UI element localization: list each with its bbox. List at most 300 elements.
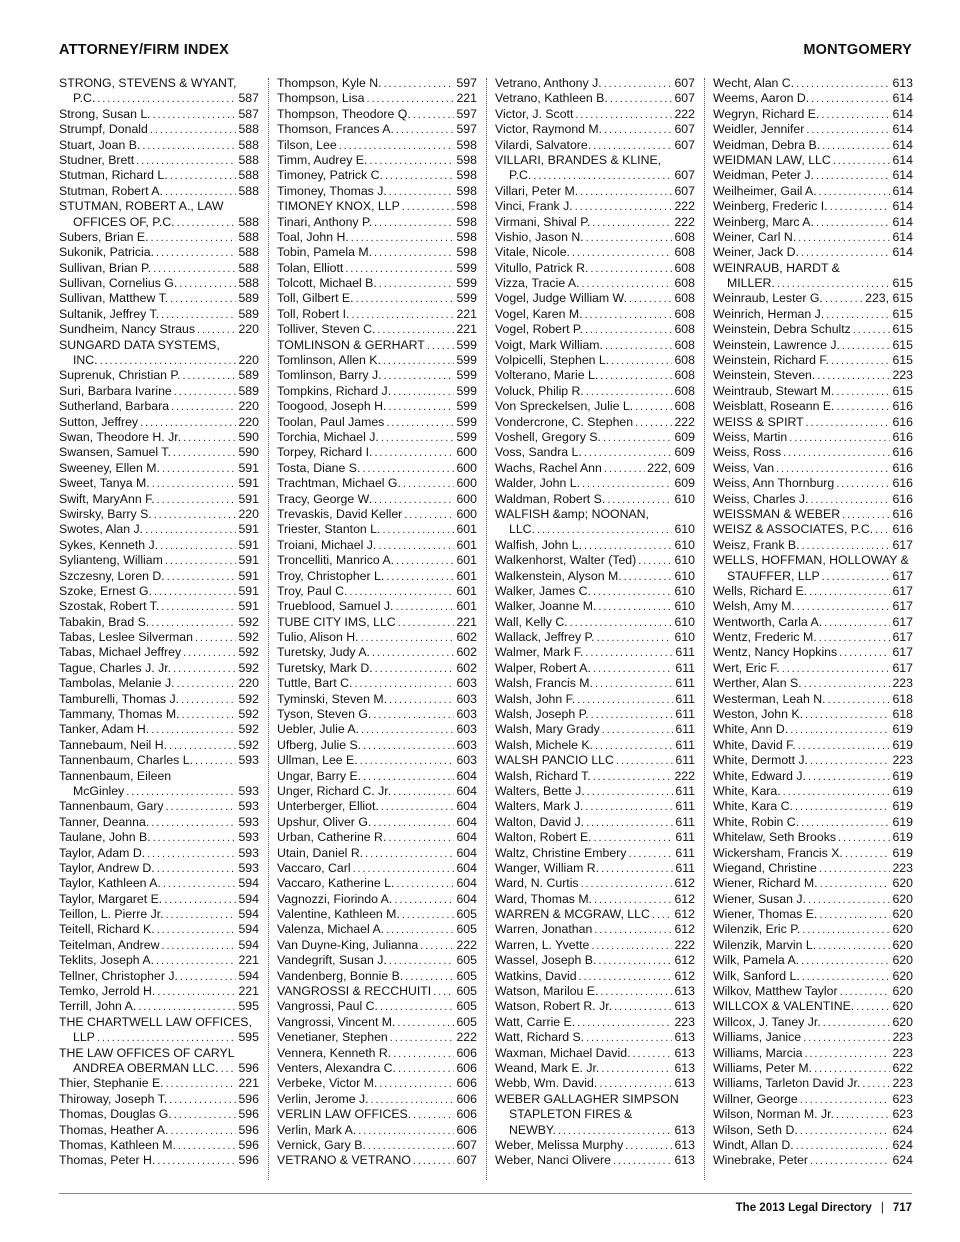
entry-name: WEINRAUB, HARDT &: [713, 260, 840, 275]
index-entry: [59, 722, 259, 737]
dot-leader: [783, 785, 891, 799]
entry-name: Wassel, Joseph B.: [495, 953, 597, 968]
index-entry: [277, 1138, 477, 1153]
dot-leader: [153, 108, 237, 122]
index-entry: [713, 338, 913, 353]
index-entry: [495, 1138, 695, 1153]
index-entry: [59, 522, 259, 537]
entry-name: Walfish, John L.: [495, 537, 583, 552]
entry-page: 220: [238, 322, 259, 337]
entry-page: 620: [892, 968, 913, 983]
entry-page: 604: [456, 768, 477, 783]
dot-leader: [151, 723, 236, 737]
dot-leader: [586, 385, 673, 399]
entry-name: Von Spreckelsen, Julie L.: [495, 399, 634, 414]
entry-page: 221: [456, 322, 477, 337]
entry-name: Wanger, William R.: [495, 860, 600, 875]
index-entry: [713, 722, 913, 737]
entry-page: 613: [674, 1061, 695, 1075]
index-entry: [59, 892, 259, 907]
index-entry: [713, 969, 913, 984]
entry-page: 609: [674, 445, 695, 460]
index-entry: [277, 522, 477, 537]
dot-leader: [577, 693, 673, 707]
entry-name: Weber, Nanci Olivere: [495, 1153, 611, 1168]
entry-page: 604: [456, 860, 477, 875]
index-entry: [277, 91, 477, 106]
dot-leader: [824, 616, 890, 630]
index-entry: [59, 399, 259, 414]
index-entry: [59, 153, 259, 168]
entry-name: Turetsky, Mark D.: [277, 660, 373, 675]
entry-name: Weiner, Jack D.: [713, 245, 799, 260]
entry-name: Vandenberg, Bonnie B.: [277, 968, 404, 983]
entry-name: Taulane, John B.: [59, 830, 151, 845]
entry-name: Stuart, Joan B.: [59, 137, 141, 152]
entry-name: Wentz, Nancy Hopkins: [713, 645, 838, 660]
dot-leader: [875, 523, 890, 537]
index-entry: [277, 692, 477, 707]
dot-leader: [171, 400, 236, 414]
index-entry: [277, 599, 477, 614]
index-entry: [59, 168, 259, 183]
entry-name: VANGROSSI & RECCHUITI: [277, 984, 432, 999]
index-entry: [495, 415, 695, 430]
dot-leader: [177, 216, 237, 230]
entry-page: 611: [675, 707, 695, 722]
entry-page: 593: [238, 753, 259, 768]
dot-leader: [819, 185, 891, 199]
entry-page: 615: [892, 322, 913, 337]
index-entry: [59, 984, 259, 999]
dot-leader: [151, 231, 237, 245]
dot-leader: [147, 847, 236, 861]
dot-leader: [604, 462, 645, 476]
dot-leader: [388, 831, 454, 845]
index-entry: [59, 645, 259, 660]
entry-name: Ufberg, Julie S.: [277, 737, 362, 752]
entry-name: Walsh, Mary Grady: [495, 722, 600, 737]
entry-name: STAUFFER, LLP: [727, 568, 820, 583]
entry-page: 607: [456, 1153, 477, 1168]
entry-page: 595: [238, 999, 259, 1014]
entry-name: Wilenzik, Marvin L.: [713, 937, 817, 952]
dot-leader: [598, 600, 672, 614]
index-entry: [277, 1153, 477, 1168]
index-entry: [495, 799, 695, 814]
entry-name: OFFICES OF, P.C.: [73, 214, 175, 229]
entry-page: 607: [674, 168, 695, 183]
dot-leader: [384, 369, 455, 383]
dot-leader: [838, 831, 890, 845]
entry-name: Tyminski, Steven M.: [277, 691, 388, 706]
index-entry: [713, 199, 913, 214]
index-entry: [277, 999, 477, 1014]
entry-page: 222: [674, 768, 695, 783]
index-entry: [59, 846, 259, 861]
index-entry: [495, 507, 695, 522]
entry-name: Walmer, Mark F.: [495, 645, 584, 660]
index-entry: [277, 261, 477, 276]
entry-name: WEISS & SPIRT: [713, 414, 804, 429]
index-entry: [495, 76, 695, 91]
dot-leader: [796, 77, 890, 91]
entry-page: 617: [892, 660, 913, 675]
dot-leader: [616, 754, 673, 768]
entry-name: Weston, John K.: [713, 707, 803, 722]
entry-page: 620: [892, 999, 913, 1014]
dot-leader: [823, 1016, 891, 1030]
entry-page: 617: [892, 614, 913, 629]
entry-page: 602: [456, 660, 477, 675]
entry-name: Tabas, Michael Jeffrey: [59, 645, 182, 660]
dot-leader: [375, 662, 455, 676]
index-entry: [495, 307, 695, 322]
index-entry: [713, 769, 913, 784]
entry-name: Swan, Theodore H. Jr.: [59, 429, 182, 444]
entry-page: 610: [674, 583, 695, 598]
index-entry: [713, 445, 913, 460]
entry-page: 616: [892, 414, 913, 429]
entry-page: 612: [674, 968, 695, 983]
entry-name: INC.: [73, 353, 98, 368]
index-entry: [277, 769, 477, 784]
entry-page: 598: [456, 168, 477, 183]
entry-name: Williams, Janice: [713, 1030, 802, 1045]
dot-leader: [166, 800, 237, 814]
dot-leader: [782, 662, 891, 676]
dot-leader: [797, 600, 891, 614]
entry-name: Williams, Peter M.: [713, 1061, 813, 1075]
index-entry: [277, 184, 477, 199]
entry-page: 613: [674, 1045, 695, 1060]
dot-leader: [602, 723, 674, 737]
index-entry: [495, 368, 695, 383]
index-entry: [713, 738, 913, 753]
index-entry: [495, 830, 695, 845]
dot-leader: [601, 862, 673, 876]
entry-page: 620: [892, 984, 913, 999]
index-entry: [713, 984, 913, 999]
index-entry: [277, 922, 477, 937]
dot-leader: [537, 523, 672, 537]
dot-leader: [382, 523, 454, 537]
index-entry: [277, 738, 477, 753]
dot-leader: [629, 292, 673, 306]
dot-leader: [372, 646, 455, 660]
index-entry: [495, 1076, 695, 1091]
index-column-1: [59, 76, 259, 1169]
dot-leader: [398, 1062, 455, 1076]
dot-leader: [801, 246, 891, 260]
entry-name: Torchia, Michael J.: [277, 429, 379, 444]
entry-page: 223, 615: [865, 291, 913, 306]
entry-name: Ward, N. Curtis: [495, 876, 579, 891]
entry-page: 588: [238, 214, 259, 229]
entry-page: 588: [238, 260, 259, 275]
dot-leader: [379, 1077, 454, 1091]
entry-page: 593: [238, 814, 259, 829]
entry-name: Victor, Raymond M.: [495, 122, 603, 137]
entry-name: SUNGARD DATA SYSTEMS,: [59, 337, 220, 352]
dot-leader: [351, 308, 454, 322]
entry-page: 623: [892, 1091, 913, 1106]
entry-page: 606: [456, 1107, 477, 1122]
entry-name: Waxman, Michael David.: [495, 1045, 631, 1060]
entry-page: 221: [238, 1076, 259, 1091]
entry-page: 220: [238, 676, 259, 691]
entry-page: 618: [892, 707, 913, 722]
dot-leader: [816, 216, 891, 230]
entry-name: Ward, Thomas M.: [495, 891, 593, 906]
index-entry: [277, 876, 477, 891]
entry-page: 221: [456, 306, 477, 321]
index-entry: [495, 984, 695, 999]
dot-leader: [145, 523, 236, 537]
entry-name: Strong, Susan L.: [59, 106, 151, 121]
entry-name: Triester, Stanton L.: [277, 522, 381, 537]
index-entry: [495, 445, 695, 460]
index-entry: [59, 692, 259, 707]
entry-page: 614: [892, 245, 913, 260]
dot-leader: [819, 908, 890, 922]
index-entry: [713, 999, 913, 1014]
entry-name: Tamburelli, Thomas J.: [59, 691, 180, 706]
index-entry: [713, 784, 913, 799]
entry-name: Tompkins, Richard J.: [277, 383, 392, 398]
dot-leader: [363, 770, 454, 784]
index-entry: [495, 276, 695, 291]
index-entry: [277, 215, 477, 230]
entry-name: Vizza, Tracie A.: [495, 276, 580, 291]
entry-page: 611: [675, 814, 695, 829]
entry-name: Wiener, Thomas E.: [713, 907, 818, 922]
index-entry: [713, 184, 913, 199]
dot-leader: [842, 339, 891, 353]
entry-name: Teklits, Joseph A.: [59, 953, 155, 968]
entry-name: STUTMAN, ROBERT A., LAW: [59, 199, 224, 214]
entry-name: WEISZ & ASSOCIATES, P.C.: [713, 522, 874, 537]
entry-name: Wilson, Norman M. Jr.: [713, 1107, 834, 1122]
entry-name: WALFISH &amp; NOONAN,: [495, 506, 649, 521]
entry-name: Sutherland, Barbara: [59, 399, 170, 414]
dot-leader: [600, 369, 672, 383]
dot-leader: [374, 446, 454, 460]
entry-name: WELLS, HOFFMAN, HOLLOWAY &: [713, 553, 909, 568]
index-entry: [59, 1061, 259, 1076]
index-entry: [59, 769, 259, 784]
entry-name: Wells, Richard E.: [713, 583, 808, 598]
entry-name: Teitelman, Andrew: [59, 937, 160, 952]
entry-name: Szostak, Robert T.: [59, 599, 160, 614]
index-entry: [713, 753, 913, 768]
dot-leader: [582, 277, 673, 291]
entry-page: 619: [892, 722, 913, 737]
entry-page: 612: [674, 953, 695, 968]
entry-name: Tannenbaum, Gary: [59, 799, 164, 814]
dot-leader: [161, 939, 236, 953]
entry-page: 606: [456, 1091, 477, 1106]
entry-page: 598: [456, 152, 477, 167]
entry-name: LLC.: [509, 522, 535, 537]
index-entry: [713, 492, 913, 507]
index-entry: [59, 707, 259, 722]
dot-leader: [157, 923, 237, 937]
entry-name: Sweet, Tanya M.: [59, 476, 150, 491]
entry-page: 617: [892, 645, 913, 660]
entry-name: Stutman, Richard L.: [59, 168, 168, 183]
entry-page: 599: [456, 383, 477, 398]
entry-page: 614: [892, 122, 913, 137]
entry-name: Teillon, L. Pierre Jr.: [59, 907, 164, 922]
entry-page: 618: [892, 691, 913, 706]
entry-name: VILLARI, BRANDES & KLINE,: [495, 152, 662, 167]
dot-leader: [586, 231, 673, 245]
entry-name: Vogel, Karen M.: [495, 306, 583, 321]
dot-leader: [368, 1139, 455, 1153]
entry-page: 620: [892, 1014, 913, 1029]
dot-leader: [389, 693, 454, 707]
dot-leader: [790, 723, 890, 737]
entry-name: Volterano, Marie L.: [495, 368, 599, 383]
dot-leader: [161, 600, 236, 614]
index-entry: [277, 445, 477, 460]
index-entry: [277, 538, 477, 553]
dot-leader: [390, 1031, 455, 1045]
index-entry: [713, 476, 913, 491]
entry-name: White, David F.: [713, 737, 796, 752]
dot-leader: [197, 323, 236, 337]
entry-name: THE LAW OFFICES OF CARYL: [59, 1045, 235, 1060]
entry-page: 604: [456, 891, 477, 906]
entry-name: Weintraub, Stewart M.: [713, 383, 835, 398]
dot-leader: [604, 123, 672, 137]
index-entry: [495, 1092, 695, 1107]
index-entry: [495, 676, 695, 691]
index-entry: [277, 353, 477, 368]
entry-name: Timoney, Thomas J.: [277, 183, 387, 198]
dot-leader: [351, 231, 455, 245]
entry-page: 619: [892, 814, 913, 829]
entry-page: 615: [892, 353, 913, 368]
entry-page: 587: [238, 91, 259, 106]
dot-leader: [195, 631, 237, 645]
index-entry: [495, 630, 695, 645]
index-entry: [59, 1030, 259, 1045]
index-entry: [59, 507, 259, 522]
entry-page: 615: [892, 306, 913, 321]
dot-leader: [585, 308, 673, 322]
dot-leader: [386, 416, 454, 430]
entry-page: 604: [456, 814, 477, 829]
entry-page: 610: [674, 522, 695, 537]
index-entry: [713, 569, 913, 584]
entry-name: TOMLINSON & GERHART: [277, 337, 425, 352]
index-entry: [495, 1107, 695, 1122]
dot-leader: [795, 800, 891, 814]
entry-page: 612: [674, 876, 695, 891]
entry-name: Tannenbaum, Charles L.: [59, 753, 193, 768]
dot-leader: [170, 292, 236, 306]
dot-leader: [349, 585, 454, 599]
entry-name: Sullivan, Brian P.: [59, 260, 152, 275]
entry-page: 604: [456, 830, 477, 845]
entry-page: 608: [674, 399, 695, 414]
dot-leader: [169, 1093, 236, 1107]
entry-page: 614: [892, 199, 913, 214]
entry-name: Whitelaw, Seth Brooks: [713, 830, 837, 845]
entry-name: Tanner, Deanna.: [59, 814, 150, 829]
index-entry: [713, 1015, 913, 1030]
entry-page: 594: [238, 876, 259, 891]
entry-page: 615: [892, 337, 913, 352]
index-entry: [713, 122, 913, 137]
entry-page: 222: [456, 937, 477, 952]
dot-leader: [593, 585, 673, 599]
dot-leader: [628, 847, 673, 861]
index-entry: [495, 261, 695, 276]
dot-leader: [393, 385, 454, 399]
dot-leader: [126, 785, 236, 799]
dot-leader: [404, 508, 454, 522]
index-entry: [277, 276, 477, 291]
index-entry: [277, 291, 477, 306]
entry-page: 588: [238, 183, 259, 198]
index-entry: [59, 384, 259, 399]
entry-page: 617: [892, 630, 913, 645]
dot-leader: [817, 369, 890, 383]
dot-leader: [853, 323, 891, 337]
dot-leader: [162, 462, 237, 476]
entry-name: Weber, Melissa Murphy: [495, 1137, 624, 1152]
index-entry: [59, 1123, 259, 1138]
dot-leader: [601, 1062, 672, 1076]
entry-name: Wallack, Jeffrey P.: [495, 630, 595, 645]
index-entry: [495, 707, 695, 722]
entry-page: 591: [238, 476, 259, 491]
index-entry: [495, 168, 695, 183]
entry-page: 589: [238, 306, 259, 321]
entry-name: LLP: [73, 1030, 95, 1045]
entry-name: Weiss, Charles J.: [713, 491, 809, 506]
entry-name: Van Duyne-King, Julianna: [277, 937, 419, 952]
index-entry: [59, 430, 259, 445]
entry-name: Welsh, Amy M.: [713, 599, 795, 614]
entry-page: 606: [456, 1076, 477, 1091]
entry-page: 617: [892, 599, 913, 614]
entry-page: 610: [674, 614, 695, 629]
dot-leader: [598, 954, 672, 968]
index-entry: [277, 138, 477, 153]
index-entry: [495, 215, 695, 230]
dot-leader: [613, 1154, 673, 1168]
entry-name: Szoke, Ernest G.: [59, 583, 152, 598]
dot-leader: [603, 431, 673, 445]
index-entry: [495, 953, 695, 968]
entry-name: Werther, Alan S.: [713, 676, 802, 691]
entry-page: 591: [238, 553, 259, 568]
entry-page: 613: [674, 1153, 695, 1168]
dot-leader: [579, 970, 673, 984]
dot-leader: [802, 923, 890, 937]
entry-page: 601: [456, 599, 477, 614]
index-entry: [713, 507, 913, 522]
index-entry: [713, 645, 913, 660]
dot-leader: [607, 493, 672, 507]
entry-name: Walton, Robert E.: [495, 830, 592, 845]
dot-leader: [183, 431, 236, 445]
dot-leader: [169, 739, 236, 753]
